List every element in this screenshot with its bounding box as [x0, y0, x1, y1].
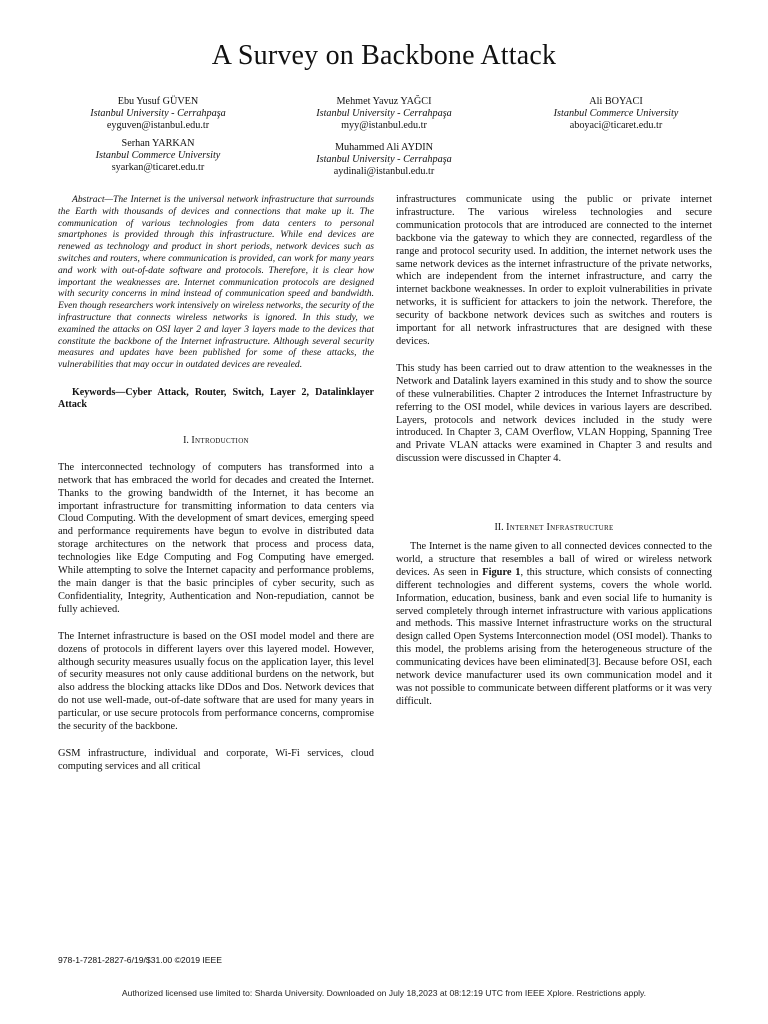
author-affiliation: Istanbul University - Cerrahpaşa — [90, 108, 226, 119]
author-email: eyguven@istanbul.edu.tr — [106, 120, 210, 131]
author-affiliation: Istanbul Commerce University — [553, 108, 679, 119]
section-number: I. — [183, 434, 189, 446]
copyright-line: 978-1-7281-2827-6/19/$31.00 ©2019 IEEE — [58, 955, 223, 965]
author-affiliation: Istanbul University - Cerrahpaşa — [316, 108, 452, 119]
author-block-4 — [58, 138, 258, 174]
paragraph: infrastructures communicate using the public or private internet infrastructure. The various wireless technologies and secure communication protocols that are introduced are connected to the internet backbone via the gateway to which they are connected, regardless of the range and protocol security used. In addition, the internet network uses the same network devices as the internet infrastructure of the private networks, which are independent from the internet infrastructure, and carry the internet backbone weaknesses. In order to exploit vulnerabilities in private networks, it is sufficient for attackers to join the network. Therefore, the security of backbone network devices such as switches and routers is important for all network infrastructures that are designed with these devices. — [396, 194, 712, 347]
author-block-2 — [284, 96, 484, 132]
paragraph: The Internet infrastructure is based on the OSI model model and there are dozens of protocols in different layers over this layered model. However, although security measures usually focus on the application layer, this level of security measures not only cause additional burdens on the network, but also address the blocking attacks like DDos and Dos. Network devices that do not use well-made, out-of-date software that are used for many years in particular, or use secure protocols from performance concerns, compromise the security of the backbone. — [58, 630, 374, 733]
section-number: II. — [494, 522, 504, 534]
paragraph-text: , this structure, which consists of connecting different technologies and different systems, covers the whole world. Information, education, business, bank and even social life to humanity is served completely through internet infrastructure with various applications and methods. This massive Internet infrastructure works on the structural design called Open Systems Interconnection model (OSI model). Thanks to this model, the problems arising from the heterogeneous structure of the communicating devices have been eliminated[3]. Because before OSI, each network device manufacturer used its own communication model and it was not possible to communicate between different platforms or it was very difficult. — [396, 566, 712, 707]
author-email: aboyaci@ticaret.edu.tr — [569, 120, 663, 131]
author-affiliation: Istanbul Commerce University — [95, 150, 221, 161]
license-notice: Authorized licensed use limited to: Sharda University. Downloaded on July 18,2023 at 08:12:19 UTC from IEEE Xplore. Restrictions apply. — [121, 988, 647, 998]
section-heading-introduction — [58, 435, 374, 448]
author-name: Muhammed Ali AYDIN — [334, 142, 434, 153]
paragraph-text: The Internet is the name given to all connected devices connected to the world, a structure that resembles a ball of wired or wireless network devices. As seen in — [396, 541, 712, 578]
abstract: Abstract—The Internet is the universal network infrastructure that surrounds the Earth with thousands of devices and connections that make up it. The communication of various technologies from data centers to personal smartphones is provided through this infrastructure. While end devices are renewed as technology and product in short periods, network devices such as switches and routers, where communication is provided, can work for many years and work with out-of-date software and protocols. Therefore, it is clear how important the weaknesses are. Internet communication protocols are designed with security concerns in mind instead of communication speed and bandwidth. Even though researchers work intensively on wireless networks, the security of the infrastructure that connects wireless networks is ignored. In this study, we examined the attacks on OSI layer 2 and layer 3 layers made to the devices that constitute the backbone of the Internet infrastructure. Although several security measures and updates have been published for some of these attacks, the vulnerabilities that may occur in outdated devices are revealed. — [58, 194, 374, 371]
author-email: aydinali@istanbul.edu.tr — [333, 166, 435, 177]
section-title: Introduction — [191, 434, 249, 446]
left-column — [58, 194, 374, 774]
paragraph — [396, 541, 712, 709]
author-block-1 — [58, 96, 258, 132]
section-heading-internet-infrastructure — [396, 522, 712, 535]
paragraph: The interconnected technology of computers has transformed into a network that has embraced the world for decades and created the Internet. Thanks to the growing bandwidth of the Internet, it has become an important infrastructure for transmitting information to data centers via Cloud Computing. With the development of smart devices, emerging speed and performance requirements have begun to evolve in distributed data storage architectures on the network that process and process data, technologies like Edge Computing and Fog Computing have emerged. While attempting to solve the Internet capacity and performance problems, the main danger is that the basic principles of cyber security, such as Confidentiality, Integrity, Authentication and Non-repudiation, cannot be fully achieved. — [58, 461, 374, 615]
figure-reference[interactable]: Figure 1 — [482, 566, 521, 578]
right-column — [396, 194, 712, 709]
author-name: Serhan YARKAN — [121, 138, 195, 149]
author-name: Ali BOYACI — [589, 96, 643, 107]
author-name: Ebu Yusuf GÜVEN — [117, 96, 199, 107]
author-affiliation: Istanbul University - Cerrahpaşa — [316, 154, 452, 165]
author-email: syarkan@ticaret.edu.tr — [111, 162, 205, 173]
keywords: Keywords—Cyber Attack, Router, Switch, Layer 2, Datalinklayer Attack — [58, 386, 374, 410]
author-block-3 — [516, 96, 716, 132]
section-title: Internet Infrastructure — [506, 522, 614, 534]
author-name: Mehmet Yavuz YAĞCI — [336, 96, 432, 107]
paragraph: GSM infrastructure, individual and corporate, Wi-Fi services, cloud computing services and all critical — [58, 747, 374, 772]
author-block-5 — [284, 142, 484, 178]
paper-title: A Survey on Backbone Attack — [211, 40, 557, 71]
paragraph: This study has been carried out to draw attention to the weaknesses in the Network and Datalink layers examined in this study and to show the source of these vulnerabilities. Chapter 2 introduces the Internet Infrastructure by referring to the OSI model, while devices in various layers are described. Layers, protocols and network devices included in the study were introduced. In Chapter 3, CAM Overflow, VLAN Hopping, Spanning Tree and Private VLAN attacks were examined in Chapter 3 and results and discussion were discussed in Chapter 4. — [396, 362, 712, 465]
author-email: myy@istanbul.edu.tr — [341, 120, 427, 131]
